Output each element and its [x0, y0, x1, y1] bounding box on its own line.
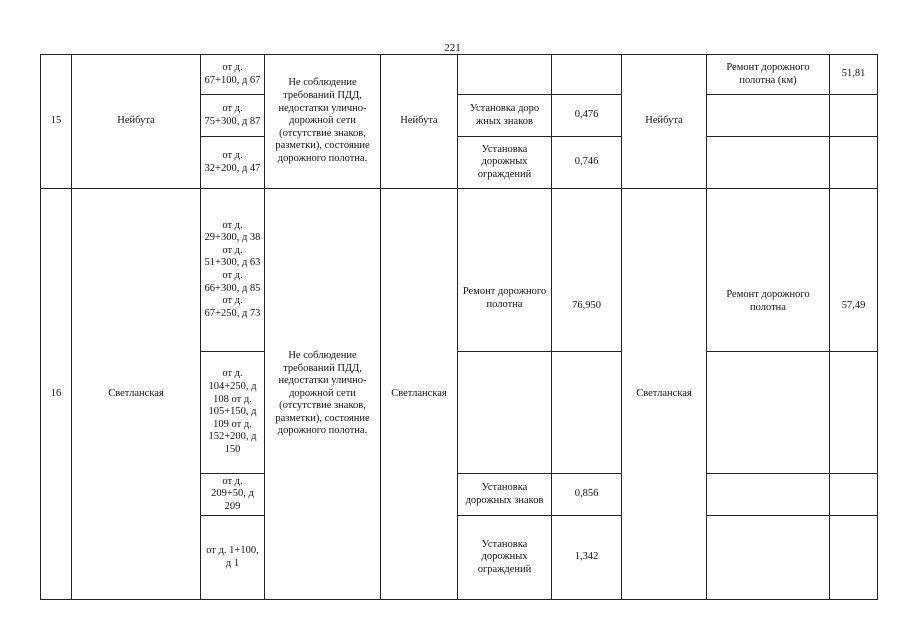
- plan-value: [830, 95, 878, 137]
- work-cell: Установка дорожных знаков: [458, 474, 552, 516]
- street-name-plan: Светланская: [622, 189, 707, 600]
- page-number: 221: [444, 42, 461, 54]
- plan-value: [830, 516, 878, 600]
- work-cell: [458, 352, 552, 474]
- plan-work-cell: [707, 474, 830, 516]
- row-number: 16: [41, 189, 72, 600]
- road-safety-table: [40, 54, 878, 600]
- work-cell: Установка дорожных ограждений: [458, 137, 552, 189]
- problem-description: Не соблюдение требований ПДД, недостатки улично-дорожной сети (отсутствие знаков, разметки), состояние дорожного полотна.: [265, 189, 381, 600]
- segment-cell: от д. 67+100, д 67: [201, 55, 265, 95]
- work-value: 1,342: [552, 516, 622, 600]
- work-value: 76,950: [552, 189, 622, 352]
- street-name-plan: Нейбута: [622, 55, 707, 189]
- plan-value: 57,49: [830, 189, 878, 352]
- work-value: 0,856: [552, 474, 622, 516]
- work-cell: [458, 55, 552, 95]
- segment-cell: от д. 209+50, д 209: [201, 474, 265, 516]
- plan-value: [830, 352, 878, 474]
- work-value: [552, 55, 622, 95]
- street-name: Светланская: [72, 189, 201, 600]
- segment-cell: от д. 1+100, д 1: [201, 516, 265, 600]
- plan-work-cell: [707, 95, 830, 137]
- street-name-repeat: Светланская: [381, 189, 458, 600]
- table-row: [41, 189, 878, 352]
- plan-work-cell: [707, 516, 830, 600]
- work-cell: Установка дорожных ограждений: [458, 516, 552, 600]
- street-name-repeat: Нейбута: [381, 55, 458, 189]
- segment-cell: от д. 75+300, д 87: [201, 95, 265, 137]
- plan-value: [830, 474, 878, 516]
- segment-cell: от д. 29+300, д 38 от д. 51+300, д 63 от д. 66+300, д 85 от д. 67+250, д 73: [201, 189, 265, 352]
- table-row: [41, 55, 878, 95]
- street-name: Нейбута: [72, 55, 201, 189]
- plan-work-cell: [707, 137, 830, 189]
- work-value: 0,476: [552, 95, 622, 137]
- row-number: 15: [41, 55, 72, 189]
- work-value: 0,746: [552, 137, 622, 189]
- plan-work-cell: [707, 352, 830, 474]
- problem-description: Не соблюдение требований ПДД, недостатки улично-дорожной сети (отсутствие знаков, разметки), состояние дорожного полотна.: [265, 55, 381, 189]
- segment-cell: от д. 32+200, д 47: [201, 137, 265, 189]
- plan-value: 51,81: [830, 55, 878, 95]
- plan-value: [830, 137, 878, 189]
- plan-work-cell: Ремонт дорожного полотна (км): [707, 55, 830, 95]
- work-cell: Ремонт дорожного полотна: [458, 189, 552, 352]
- work-value: [552, 352, 622, 474]
- work-cell: Установка доро жных знаков: [458, 95, 552, 137]
- plan-work-cell: Ремонт дорожного полотна: [707, 189, 830, 352]
- segment-cell: от д. 104+250, д 108 от д. 105+150, д 109 от д. 152+200, д 150: [201, 352, 265, 474]
